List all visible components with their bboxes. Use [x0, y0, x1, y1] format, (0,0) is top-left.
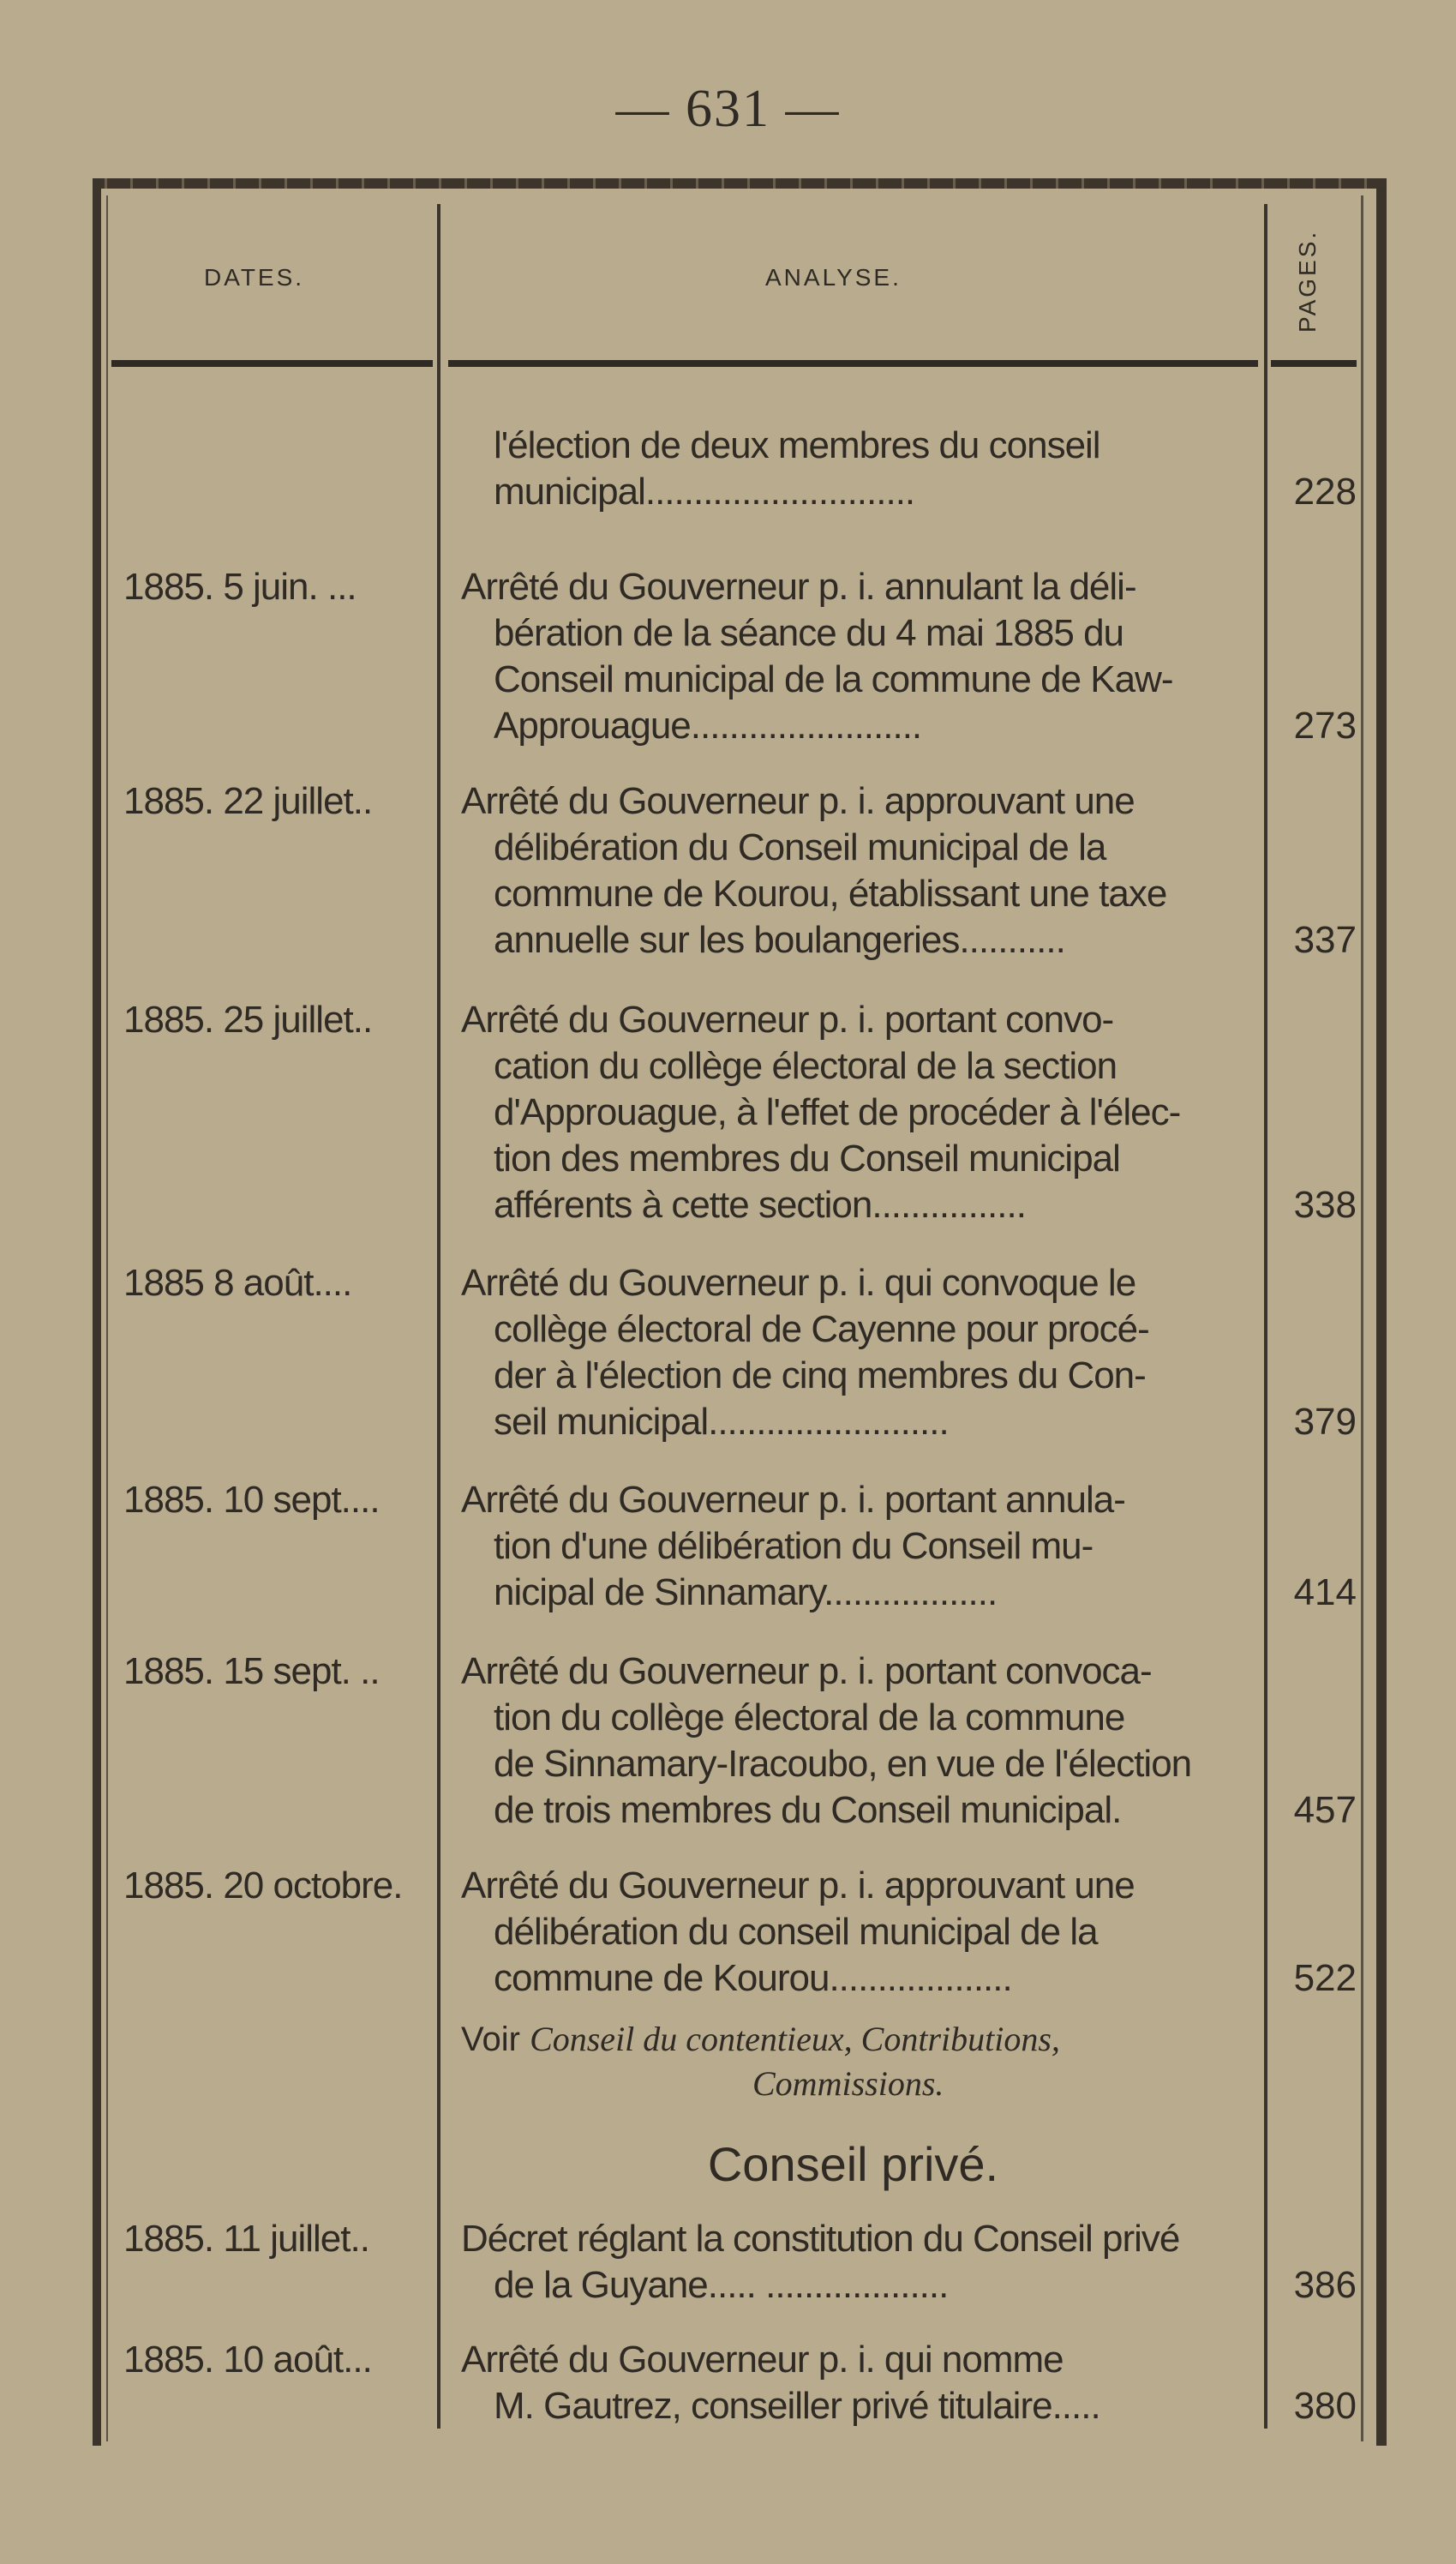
entry-page: 338 — [1293, 1184, 1357, 1226]
entry-line: Arrêté du Gouverneur p. i. annulant la déli- — [461, 566, 1136, 608]
header-rule-dates — [111, 360, 433, 367]
entry-date: 1885. 5 juin. ... — [123, 566, 357, 608]
entry-page: 228 — [1293, 471, 1357, 513]
entry-line: seil municipal......................... — [494, 1401, 949, 1443]
entry-analysis — [461, 1648, 1245, 1834]
entry-line: Arrêté du Gouverneur p. i. portant annula- — [461, 1479, 1125, 1521]
entry-line: Arrêté du Gouverneur p. i. portant convo- — [461, 999, 1114, 1041]
entry-line: Approuague........................ — [494, 705, 922, 747]
index-table — [93, 178, 1387, 2446]
entry-page: 522 — [1293, 1957, 1357, 1999]
entry-analysis — [461, 2337, 1245, 2429]
header-analyse: ANALYSE. — [765, 264, 902, 291]
right-border — [1376, 187, 1387, 2446]
page-number: — 631 — — [615, 80, 841, 138]
entry-analysis — [461, 1260, 1245, 1445]
left-border-inner — [106, 195, 108, 2441]
entry-analysis — [461, 423, 1245, 515]
entry-analysis — [461, 1477, 1245, 1616]
entry-line: commune de Kourou, établissant une taxe — [494, 873, 1167, 915]
entry-line: l'élection de deux membres du conseil — [494, 424, 1100, 466]
entry-line: délibération du Conseil municipal de la — [494, 826, 1106, 868]
entry-analysis — [461, 564, 1245, 749]
entry-line: bération de la séance du 4 mai 1885 du — [494, 612, 1124, 654]
note-references-cont: Commissions. — [752, 2064, 944, 2103]
entry-page: 414 — [1293, 1571, 1357, 1613]
entry-analysis — [461, 2216, 1245, 2309]
entry-line: Arrêté du Gouverneur p. i. qui convoque le — [461, 1262, 1136, 1304]
left-border — [93, 178, 101, 2446]
header-dates: DATES. — [204, 264, 305, 291]
entry-analysis — [461, 997, 1245, 1228]
entry-page: 337 — [1293, 919, 1357, 961]
entry-line: collège électoral de Cayenne pour procé- — [494, 1308, 1149, 1350]
entry-line: municipal............................ — [494, 471, 915, 513]
right-border-inner — [1361, 195, 1363, 2441]
entry-line: de la Guyane..... ................... — [494, 2264, 949, 2306]
entry-line: afférents à cette section................ — [494, 1184, 1026, 1226]
entry-date: 1885. 25 juillet.. — [123, 999, 373, 1041]
entry-analysis — [461, 1863, 1245, 2002]
entry-line: Arrêté du Gouverneur p. i. approuvant une — [461, 780, 1135, 822]
entry-line: tion d'une délibération du Conseil mu- — [494, 1525, 1093, 1567]
column-separator-dates — [437, 204, 440, 2429]
entry-line: délibération du conseil municipal de la — [494, 1911, 1098, 1953]
cross-reference-note — [461, 2017, 1245, 2106]
entry-page: 273 — [1293, 705, 1357, 747]
entry-line: Conseil municipal de la commune de Kaw- — [494, 658, 1173, 700]
section-title: Conseil privé. — [707, 2137, 999, 2191]
top-rule — [93, 178, 1387, 189]
entry-line: annuelle sur les boulangeries........... — [494, 919, 1065, 961]
column-separator-pages — [1264, 204, 1267, 2429]
header-rule-pages — [1271, 360, 1357, 367]
entry-line: cation du collège électoral de la section — [494, 1045, 1117, 1087]
note-references: Conseil du contentieux, Contributions, — [530, 2020, 1060, 2058]
entry-date: 1885. 20 octobre. — [123, 1864, 403, 1906]
note-prefix: Voir — [461, 2021, 520, 2058]
header-rule-analyse — [448, 360, 1258, 367]
entry-line: d'Approuague, à l'effet de procéder à l'élec- — [494, 1091, 1181, 1133]
entry-page: 379 — [1293, 1401, 1357, 1443]
entry-line: M. Gautrez, conseiller privé titulaire..... — [494, 2385, 1100, 2427]
entry-date: 1885. 10 sept.... — [123, 1479, 380, 1521]
entry-line: nicipal de Sinnamary.................. — [494, 1571, 998, 1613]
entry-date: 1885. 15 sept. .. — [123, 1650, 380, 1692]
entry-line: de trois membres du Conseil municipal. — [494, 1789, 1122, 1831]
entry-line: de Sinnamary-Iracoubo, en vue de l'élection — [494, 1743, 1192, 1785]
entry-page: 380 — [1293, 2385, 1357, 2427]
entry-line: tion du collège électoral de la commune — [494, 1696, 1125, 1738]
entry-line: Décret réglant la constitution du Conseil privé — [461, 2218, 1180, 2260]
entry-date: 1885. 22 juillet.. — [123, 780, 373, 822]
entry-line: der à l'élection de cinq membres du Con- — [494, 1354, 1146, 1396]
entry-line: Arrêté du Gouverneur p. i. portant convoca- — [461, 1650, 1152, 1692]
entry-line: commune de Kourou................... — [494, 1957, 1012, 1999]
entry-page: 457 — [1293, 1789, 1357, 1831]
entry-date: 1885. 10 août... — [123, 2339, 372, 2381]
entry-date: 1885. 11 juillet.. — [123, 2218, 369, 2260]
entry-line: Arrêté du Gouverneur p. i. qui nomme — [461, 2339, 1064, 2381]
header-pages: PAGES. — [1294, 229, 1321, 333]
entry-analysis — [461, 778, 1245, 964]
entry-date: 1885 8 août.... — [123, 1262, 352, 1304]
entry-line: Arrêté du Gouverneur p. i. approuvant une — [461, 1864, 1135, 1906]
entry-page: 386 — [1293, 2264, 1357, 2306]
entry-line: tion des membres du Conseil municipal — [494, 1138, 1120, 1180]
